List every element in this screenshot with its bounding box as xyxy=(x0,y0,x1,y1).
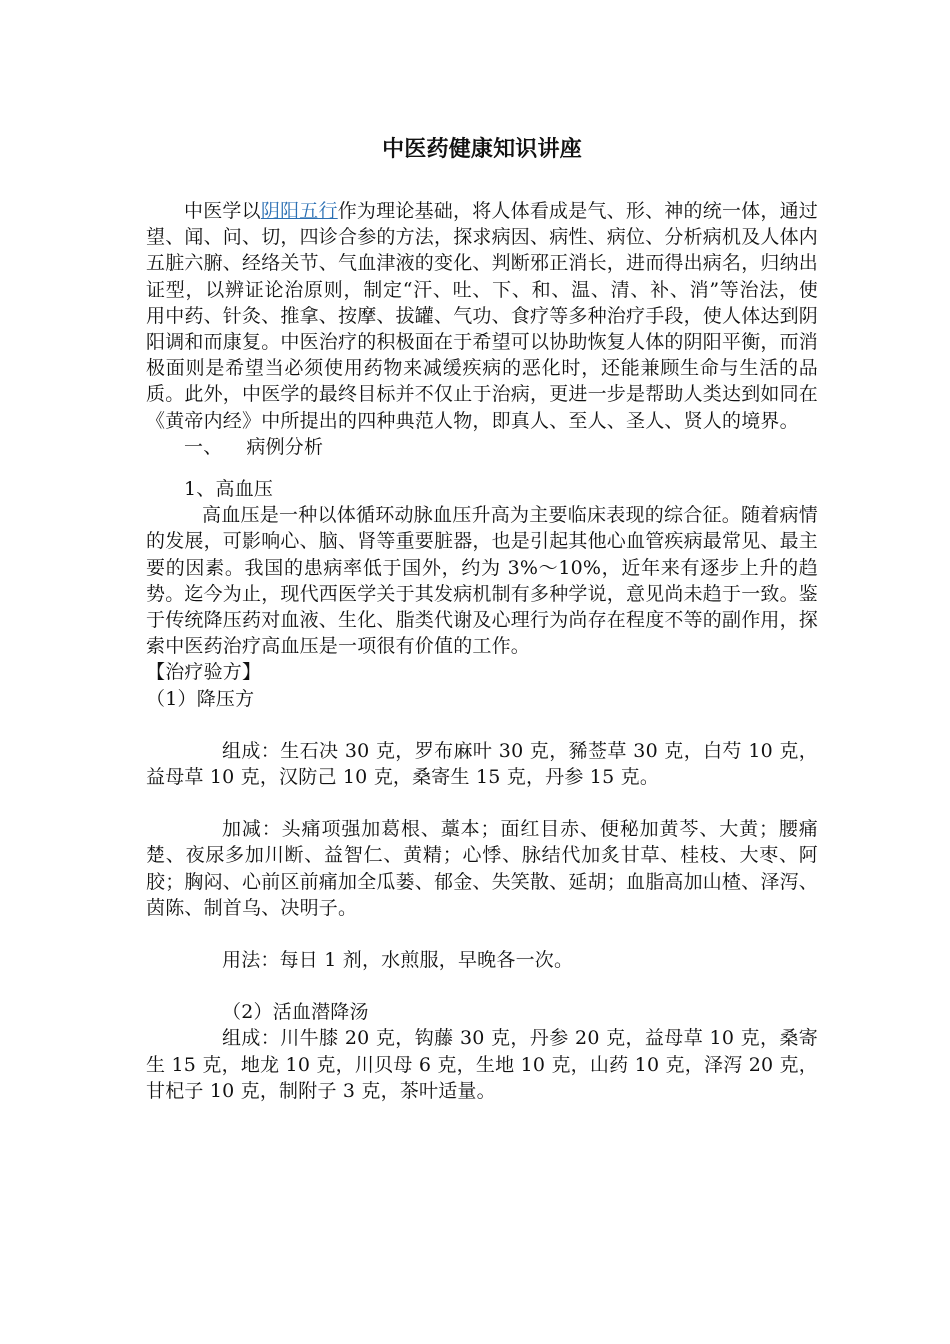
recipe1-modification: 加减：头痛项强加葛根、藁本；面红目赤、便秘加黄芩、大黄；腰痛楚、夜尿多加川断、益智仁、黄精；心悸、脉结代加炙甘草、桂枝、大枣、阿胶；胸闷、心前区前痛加全瓜蒌、郁金、失笑散、延胡；血脂高加山楂、泽泻、茵陈、制首乌、决明子。 xyxy=(146,818,819,919)
spacer xyxy=(146,921,818,947)
section-label: 病例分析 xyxy=(246,435,324,458)
recipe2-composition: 组成：川牛膝 20 克，钩藤 30 克，丹参 20 克，益母草 10 克，桑寄生 15 克，地龙 10 克，川贝母 6 克，生地 10 克，山药 10 克，泽泻 20 克，甘杞子 10 克，制附子 3 克，茶叶适量。 xyxy=(146,1027,818,1102)
treatment-heading: 【治疗验方】 xyxy=(146,661,262,684)
recipe2-heading: （2）活血潜降汤 xyxy=(222,1001,369,1024)
recipe1-composition: 组成：生石决 30 克，罗布麻叶 30 克，豨莶草 30 克，白芍 10 克，益母草 10 克，汉防己 10 克，桑寄生 15 克，丹参 15 克。 xyxy=(146,739,818,789)
intro-text-before-link: 中医学以 xyxy=(184,200,261,222)
spacer xyxy=(146,460,818,476)
intro-paragraph xyxy=(146,198,818,434)
yinyang-wuxing-link[interactable]: 阴阳五行 xyxy=(260,200,338,222)
intro-text-after-link: 作为理论基础，将人体看成是气、形、神的统一体，通过望、闻、问、切，四诊合参的方法，探求病因、病性、病位、分析病机及人体内五脏六腑、经络关节、气血津液的变化、判断邪正消长，进而得出病名，归纳出证型，以辨证论治原则，制定“汗、吐、下、和、温、清、补、消”等治法，使用中药、针灸、推拿、按摩、拔罐、气功、食疗等多种治疗手段，使人体达到阴阳调和而康复。中医治疗的积极面在于希望可以协助恢复人体的阴阳平衡，而消极面则是希望当必须使用药物来减缓疾病的恶化时，还能兼顾生命与生活的品质。此外，中医学的最终目标并不仅止于治病，更进一步是帮助人类达到如同在《黄帝内经》中所提出的四种典范人物，即真人、至人、圣人、贤人的境界。 xyxy=(146,200,819,432)
case-heading-hypertension: 1、高血压 xyxy=(184,478,274,501)
spacer xyxy=(146,790,818,816)
spacer xyxy=(146,973,818,999)
document-title: 中医药健康知识讲座 xyxy=(382,137,582,162)
document-body xyxy=(146,130,818,1104)
recipe1-heading: （1）降压方 xyxy=(146,687,255,710)
hypertension-paragraph: 高血压是一种以体循环动脉血压升高为主要临床表现的综合征。随着病情的发展，可影响心、脑、肾等重要脏器，也是引起其他心血管疾病最常见、最主要的因素。我国的患病率低于国外，约为 3%～10%，近年来有逐步上升的趋势。迄今为止，现代西医学关于其发病机制有多种学说，意见尚未趋于一致。鉴于传统降压药对血液、生化、脂类代谢及心理行为尚存在程度不等的副作用，探索中医药治疗高血压是一项很有价值的工作。 xyxy=(146,504,819,658)
recipe1-usage: 用法：每日 1 剂，水煎服，早晚各一次。 xyxy=(222,949,574,972)
section-heading-case-analysis xyxy=(146,434,818,460)
spacer xyxy=(146,712,818,738)
section-number: 一、 xyxy=(184,435,223,458)
